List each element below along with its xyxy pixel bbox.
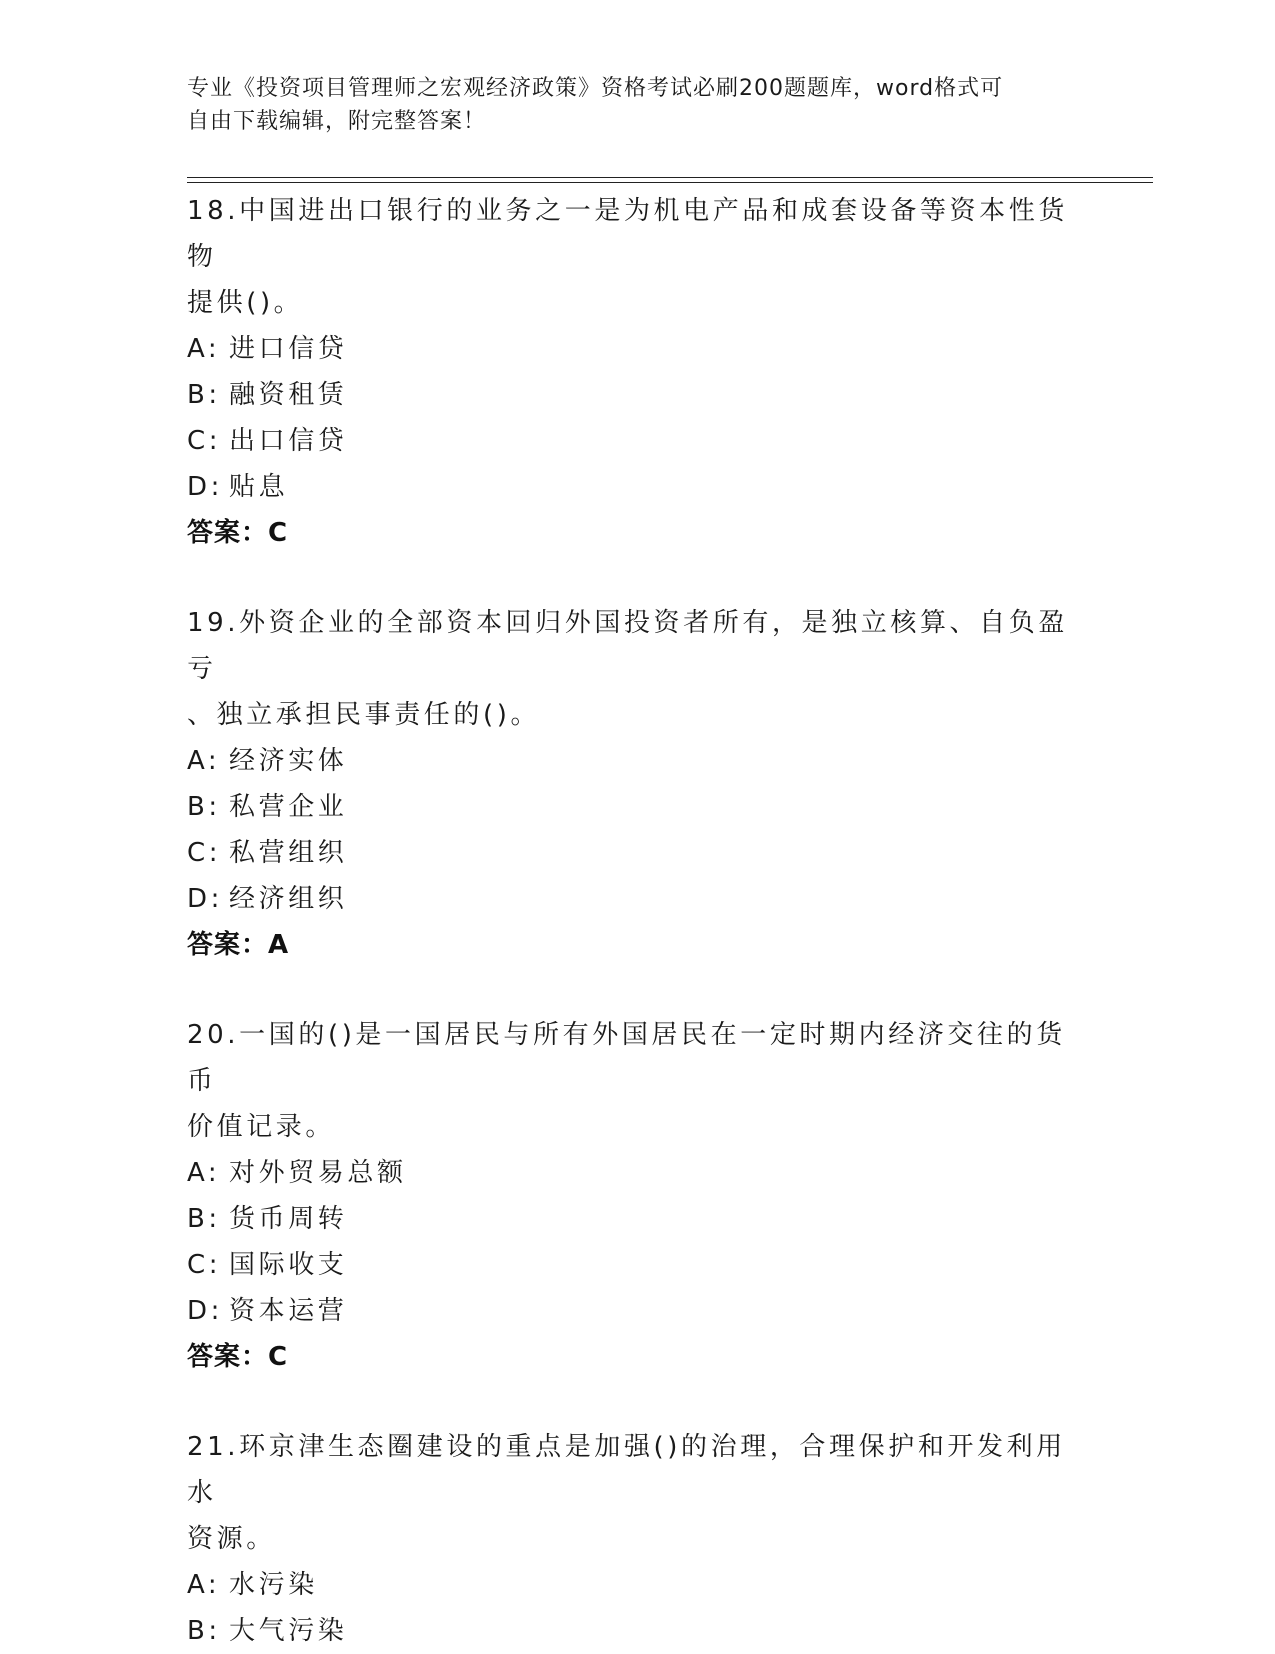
option-c	[187, 418, 1087, 464]
option-key: C:	[187, 838, 222, 868]
option-key: A:	[187, 1158, 221, 1188]
question-19	[187, 600, 1087, 968]
option-text: 出口信贷	[229, 426, 348, 456]
option-a	[187, 1562, 1087, 1608]
option-key: A:	[187, 334, 221, 364]
question-stem	[187, 600, 1087, 738]
question-stem-line-1: 20.一国的()是一国居民与所有外国居民在一定时期内经济交往的货币	[187, 1020, 1066, 1096]
option-key: C:	[187, 426, 222, 456]
question-list	[187, 188, 1087, 1654]
question-stem-line-1: 19.外资企业的全部资本回归外国投资者所有，是独立核算、自负盈亏	[187, 608, 1068, 684]
header-line-1: 专业《投资项目管理师之宏观经济政策》资格考试必刷200题题库，word格式可	[187, 76, 1004, 101]
option-text: 资本运营	[229, 1296, 348, 1326]
option-text: 大气污染	[229, 1616, 348, 1646]
question-20	[187, 1012, 1087, 1380]
option-text: 货币周转	[229, 1204, 348, 1234]
option-b	[187, 784, 1087, 830]
header-divider-top	[187, 177, 1153, 178]
option-text: 融资租赁	[229, 380, 348, 410]
option-key: D:	[187, 884, 223, 914]
option-key: C:	[187, 1250, 222, 1280]
option-b	[187, 1196, 1087, 1242]
answer-line: 答案：A	[187, 930, 290, 960]
answer-line: 答案：C	[187, 518, 289, 548]
option-text: 进口信贷	[229, 334, 348, 364]
option-b	[187, 1608, 1087, 1654]
option-key: D:	[187, 1296, 223, 1326]
header-line-2: 自由下载编辑，附完整答案！	[187, 109, 487, 134]
question-21	[187, 1424, 1087, 1654]
option-key: B:	[187, 1204, 221, 1234]
option-b	[187, 372, 1087, 418]
question-stem-line-2: 资源。	[187, 1524, 276, 1554]
option-d	[187, 876, 1087, 922]
question-stem-line-2: 价值记录。	[187, 1112, 336, 1142]
option-d	[187, 1288, 1087, 1334]
option-text: 私营组织	[229, 838, 348, 868]
header-divider-bottom	[187, 182, 1153, 183]
question-stem-line-1: 18.中国进出口银行的业务之一是为机电产品和成套设备等资本性货物	[187, 196, 1068, 272]
question-stem	[187, 1012, 1087, 1150]
option-text: 贴息	[229, 472, 289, 502]
question-stem-line-2: 、独立承担民事责任的()。	[187, 700, 541, 730]
answer-line: 答案：C	[187, 1342, 289, 1372]
question-stem	[187, 1424, 1087, 1562]
question-stem-line-2: 提供()。	[187, 288, 304, 318]
option-a	[187, 738, 1087, 784]
document-header	[187, 72, 1067, 138]
question-stem-line-1: 21.环京津生态圈建设的重点是加强()的治理，合理保护和开发利用水	[187, 1432, 1066, 1508]
option-key: D:	[187, 472, 223, 502]
option-text: 经济实体	[229, 746, 348, 776]
option-a	[187, 1150, 1087, 1196]
option-key: B:	[187, 1616, 221, 1646]
option-a	[187, 326, 1087, 372]
option-key: B:	[187, 380, 221, 410]
option-d	[187, 464, 1087, 510]
option-text: 私营企业	[229, 792, 348, 822]
option-text: 国际收支	[229, 1250, 348, 1280]
option-text: 对外贸易总额	[229, 1158, 407, 1188]
option-c	[187, 830, 1087, 876]
option-key: A:	[187, 746, 221, 776]
option-key: B:	[187, 792, 221, 822]
option-c	[187, 1242, 1087, 1288]
question-18	[187, 188, 1087, 556]
option-text: 经济组织	[229, 884, 348, 914]
option-key: A:	[187, 1570, 221, 1600]
question-stem	[187, 188, 1087, 326]
option-text: 水污染	[229, 1570, 318, 1600]
